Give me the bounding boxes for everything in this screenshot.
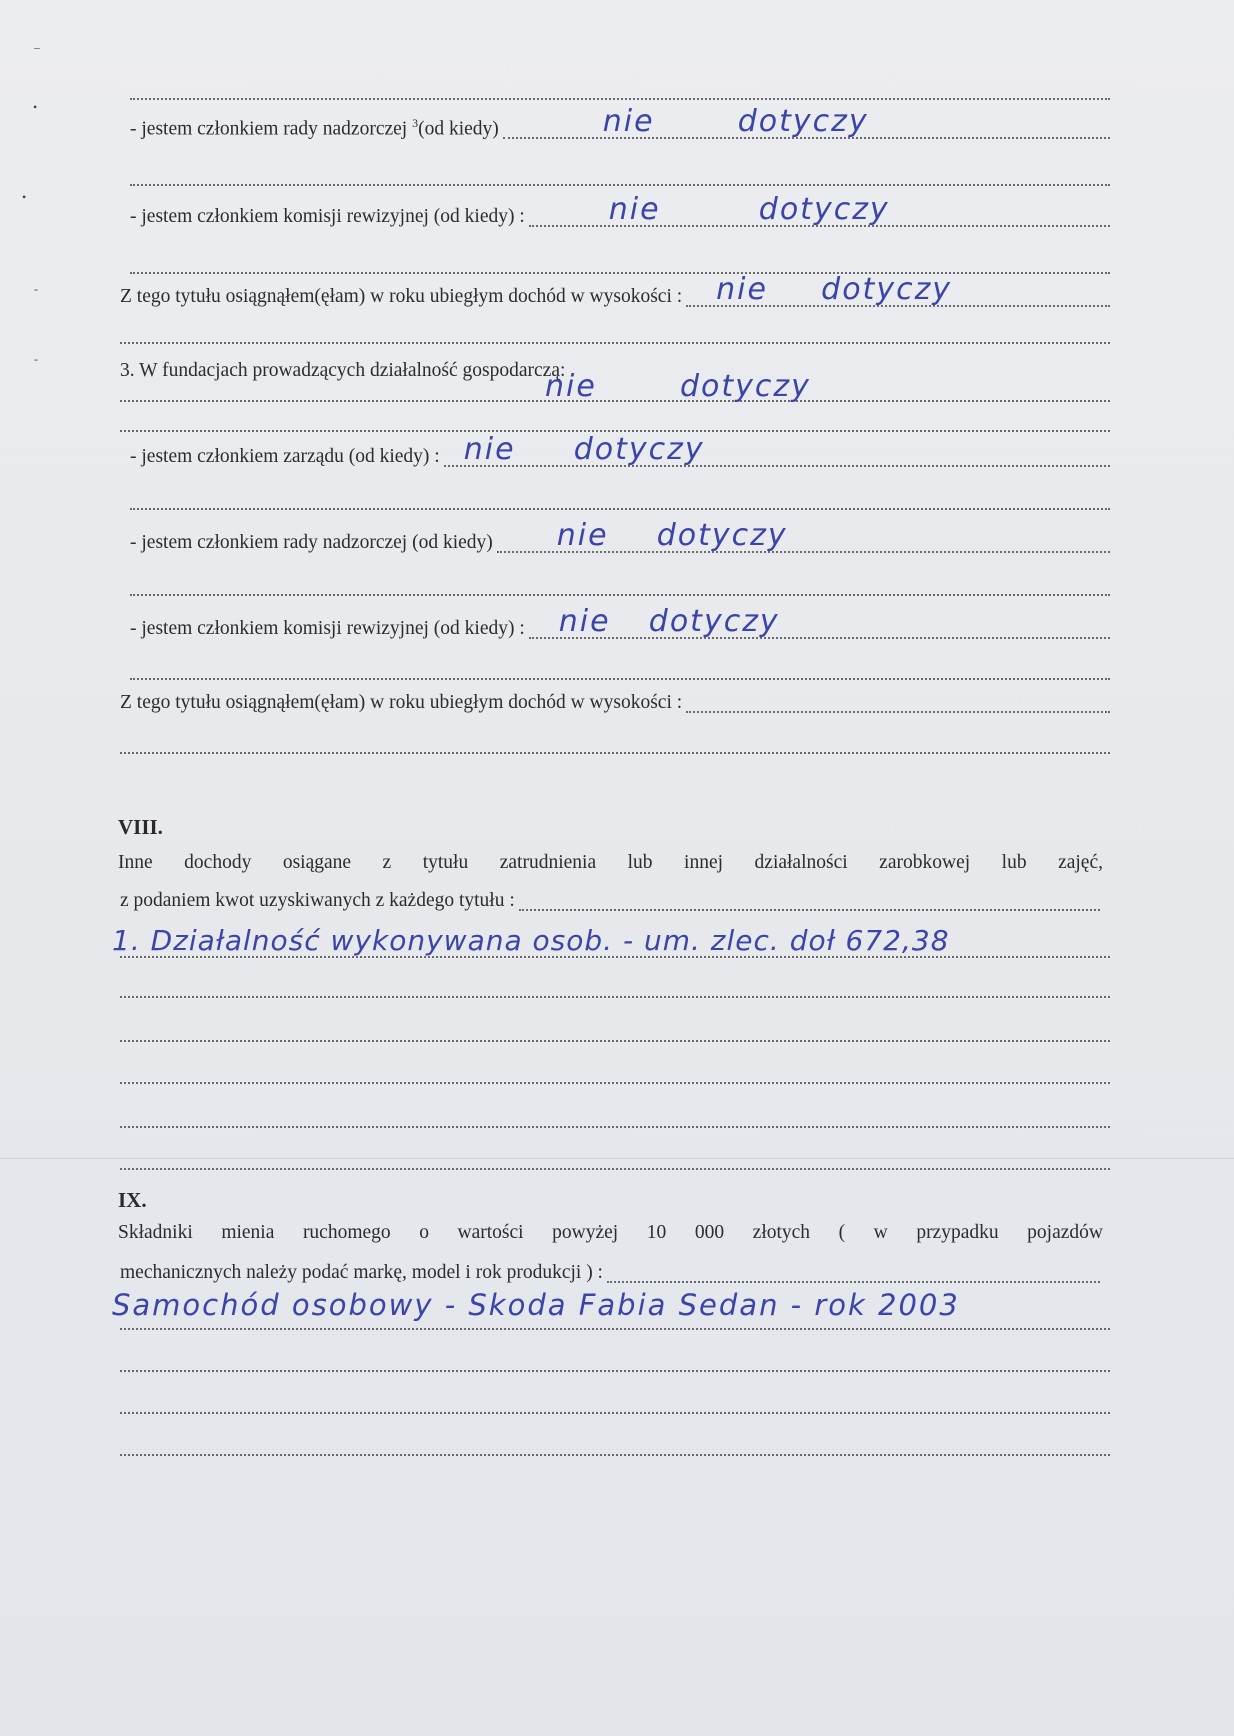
handwritten-answer: Samochód osobowy - Skoda Fabia Sedan - rok 2003 <box>112 1288 960 1322</box>
movable-assets-prompt <box>120 1256 1100 1286</box>
margin-mark: - <box>34 352 38 366</box>
dotted-line <box>130 96 1110 100</box>
handwritten-answer: nie <box>602 104 655 139</box>
handwritten-answer: nie <box>608 192 661 227</box>
section-description: Składniki mienia ruchomego o wartości powyżej 10 000 złotych ( w przypadku pojazdów <box>118 1222 1103 1243</box>
dotted-line <box>130 676 1110 680</box>
dotted-line <box>130 506 1110 510</box>
handwritten-answer: nie <box>545 369 597 404</box>
answer-field[interactable] <box>529 192 1110 227</box>
field-label: - jestem członkiem komisji rewizyjnej (od kiedy) : <box>130 206 525 227</box>
audit-committee-row-1 <box>130 192 1110 230</box>
field-label: mechanicznych należy podać markę, model i rok produkcji ) : <box>120 1262 603 1283</box>
handwritten-answer: nie <box>716 272 768 307</box>
field-label: Z tego tytułu osiągnąłem(ęłam) w roku ubiegłym dochód w wysokości : <box>120 286 683 307</box>
dotted-line <box>120 750 1110 754</box>
margin-mark: – <box>34 40 40 54</box>
handwritten-answer: nie <box>556 518 609 553</box>
income-row-2 <box>120 686 1110 716</box>
handwritten-answer: nie <box>558 604 611 639</box>
subsection-title: 3. W fundacjach prowadzących działalność gospodarczą: <box>120 360 566 381</box>
handwritten-answer: nie <box>463 432 516 467</box>
dotted-line <box>130 270 1110 274</box>
footnote-marker: 3 <box>412 115 419 130</box>
answer-field[interactable] <box>686 689 1110 713</box>
handwritten-answer: dotyczy <box>680 369 811 404</box>
handwritten-answer: dotyczy <box>573 432 705 467</box>
field-label: Z tego tytułu osiągnąłem(ęłam) w roku ubiegłym dochód w wysokości : <box>120 692 683 713</box>
dotted-line <box>120 1326 1110 1330</box>
dotted-line <box>120 1410 1110 1414</box>
margin-mark: - <box>34 282 38 296</box>
section-title: IX. <box>118 1188 147 1212</box>
section-description: Inne dochody osiągane z tytułu zatrudnienia lub innej działalności zarobkowej lub zajęć, <box>118 852 1103 873</box>
answer-field[interactable] <box>497 518 1110 553</box>
audit-committee-row-2 <box>130 604 1110 642</box>
dotted-line <box>120 1124 1110 1128</box>
field-label: - jestem członkiem komisji rewizyjnej (od kiedy) : <box>130 618 525 639</box>
answer-field[interactable] <box>529 604 1110 639</box>
field-label: (od kiedy) <box>418 118 499 139</box>
handwritten-answer: dotyczy <box>758 192 890 227</box>
income-row-1 <box>120 272 1110 310</box>
dotted-line <box>120 1368 1110 1372</box>
other-income-prompt <box>120 884 1100 914</box>
dotted-line <box>120 398 1110 402</box>
answer-field[interactable] <box>519 887 1100 911</box>
field-label: - jestem członkiem rady nadzorczej <box>130 118 408 139</box>
dotted-line <box>120 954 1110 958</box>
dotted-line <box>130 182 1110 186</box>
margin-mark: • <box>22 190 27 204</box>
page-fold <box>0 1158 1234 1159</box>
foundations-heading <box>120 354 1110 384</box>
management-board-row <box>130 432 1110 470</box>
answer-field[interactable] <box>444 432 1110 467</box>
handwritten-answer: dotyczy <box>656 518 788 553</box>
answer-field[interactable] <box>503 104 1110 139</box>
handwritten-answer: dotyczy <box>648 604 780 639</box>
dotted-line <box>120 1166 1110 1170</box>
supervisory-board-row-1 <box>130 104 1110 142</box>
dotted-line <box>120 340 1110 344</box>
handwritten-answer: dotyczy <box>821 272 953 307</box>
handwritten-answer: 1. Działalność wykonywana osob. - um. zlec. doł 672,38 <box>112 924 950 957</box>
answer-field[interactable] <box>686 272 1110 307</box>
answer-field[interactable] <box>607 1259 1100 1283</box>
field-label: z podaniem kwot uzyskiwanych z każdego tytułu : <box>120 890 515 911</box>
supervisory-board-row-2 <box>130 518 1110 556</box>
field-label: - jestem członkiem zarządu (od kiedy) : <box>130 446 440 467</box>
dotted-line <box>120 1080 1110 1084</box>
dotted-line <box>120 994 1110 998</box>
section-title: VIII. <box>118 815 163 839</box>
dotted-line <box>130 592 1110 596</box>
dotted-line <box>120 1452 1110 1456</box>
dotted-line <box>120 1038 1110 1042</box>
field-label: - jestem członkiem rady nadzorczej (od kiedy) <box>130 532 493 553</box>
margin-mark: • <box>33 100 38 114</box>
handwritten-answer: dotyczy <box>737 104 869 139</box>
